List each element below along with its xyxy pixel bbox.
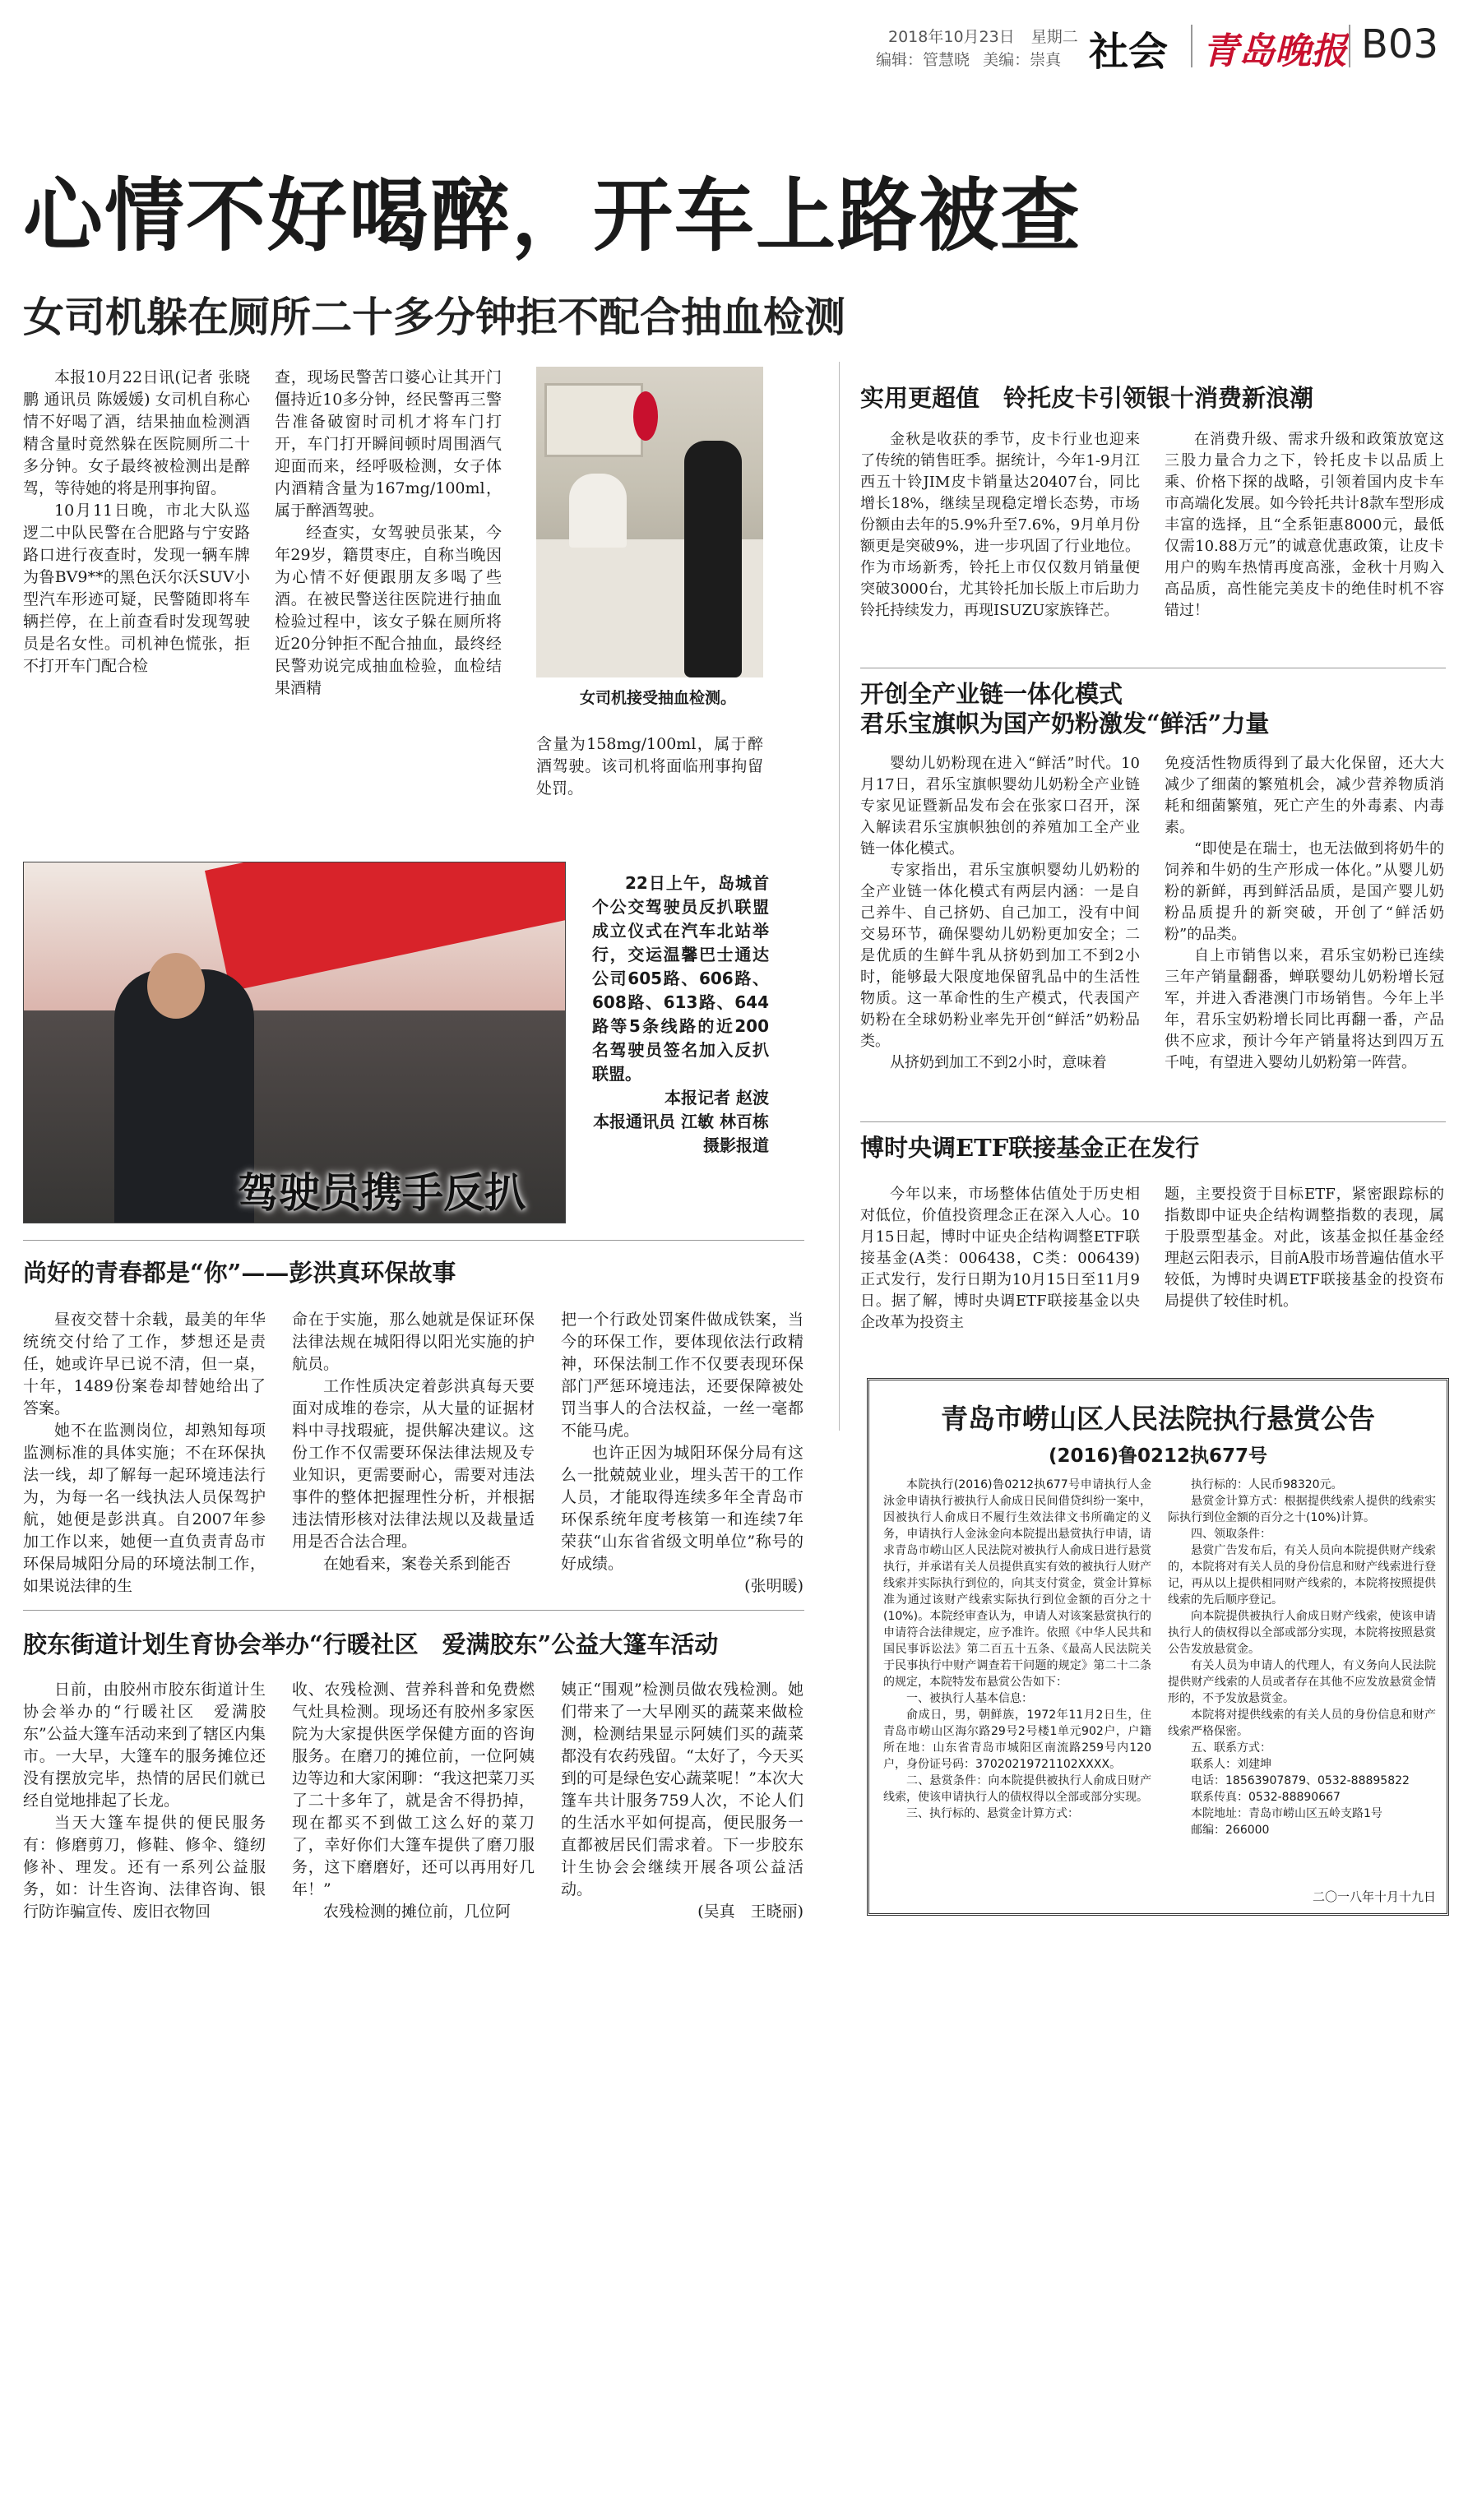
masthead-divider — [1191, 25, 1192, 67]
notice-paragraph: 邮编：266000 — [1191, 1824, 1270, 1837]
banner-photo — [23, 862, 566, 1223]
banner-photo-overlay-text: 驾驶员携手反扒 — [238, 1169, 526, 1217]
clinic-photo-caption: 女司机接受抽血检测。 — [580, 689, 737, 707]
designer-text: 美编：崇真 — [983, 51, 1062, 69]
notice-paragraph: 联系人：刘建坤 — [1191, 1758, 1271, 1771]
notice-paragraph: 悬赏金计算方式：根据提供线索人提供的线索实际执行到位金额的百分之十(10%)计算。 — [1168, 1495, 1436, 1524]
youth-paragraph: 也许正因为城阳环保分局有这么一批兢兢业业，埋头苦干的工作人员，才能取得连续多年全青岛市环保系统年度考核第一和连续7年荣获“山东省省级文明单位”称号的好成绩。 — [561, 1444, 803, 1573]
section-divider — [860, 1121, 1446, 1122]
newspaper-logo: 青岛晚报 — [1202, 30, 1347, 72]
youth-paragraph: 在她看来，案卷关系到能否 — [323, 1555, 512, 1573]
milk-paragraph: 专家指出，君乐宝旗帜婴幼儿奶粉的全产业链一体化模式有两层内涵：一是自己养牛、自己挤奶、自己加工，没有中间交易环节，确保婴幼儿奶粉更加安全；二是优质的生鲜牛乳从挤奶到加工不到2小时，能够最大限度地保留乳品中的生活性物质。这一革命性的生产模式，代表国产奶粉在全球奶粉业率先开创“鲜活”奶粉品类。 — [860, 862, 1140, 1050]
milk-column-1 — [860, 753, 1140, 1112]
weekday-text: 星期二 — [1030, 28, 1078, 46]
youth-paragraph: 把一个行政处罚案件做成铁案，当今的环保工作，要体现依法行政精神，环保法制工作不仅要表现环保部门严惩环境违法，还要保障被处罚当事人的合法权益，一丝一毫都不能马虎。 — [561, 1311, 803, 1440]
jiaodong-paragraph: 收、农残检测、营养科普和免费燃气灶具检测。现场还有胶州多家医院为大家提供医学保健方面的咨询服务。在磨刀的摊位前，一位阿姨边等边和大家闲聊：“我这把菜刀买了二十多年了，就是舍不得扔掉，现在都买不到做工这么好的菜刀了，幸好你们大篷车提供了磨刀服务，这下磨磨好，还可以再用好几年！” — [292, 1681, 535, 1898]
milk-paragraph: “即使是在瑞士，也无法做到将奶牛的饲养和牛奶的生产形成一体化。”从婴儿奶粉的新鲜，再到鲜活品质，是国产婴儿奶粉品质提升的新突破，开创了“鲜活奶粉”的品类。 — [1165, 840, 1444, 943]
section-divider — [23, 1610, 804, 1611]
lead-paragraph: 含量为158mg/100ml，属于醉酒驾驶。该司机将面临刑事拘留处罚。 — [536, 735, 763, 798]
youth-paragraph: 她不在监测岗位，却熟知每项监测标准的具体实施；不在环保执法一线，却了解每一起环境违法行为，为每一名一线执法人员保驾护航，她便是彭洪真。自2007年参加工作以来，她便一直负责青岛市环保局城阳分局的环境法制工作，如果说法律的生 — [23, 1422, 266, 1595]
youth-column-2 — [292, 1309, 535, 1597]
youth-column-3 — [561, 1309, 803, 1597]
lead-paragraph: 查，现场民警苦口婆心让其开门僵持近10多分钟，经民警再三警告准备破窗时司机才将车门打开，车门打开瞬间顿时周围酒气迎面而来，经呼吸检测，女子体内酒精含量为167mg/100ml，属于醉酒驾驶。 — [275, 368, 502, 520]
court-notice-column-1 — [883, 1477, 1151, 1896]
etf-paragraph: 今年以来，市场整体估值处于历史相对低位，价值投资理念正在深入人心。10月15日起，博时中证央企结构调整ETF联接基金(A类：006438，C类：006439)正式发行，发行日期为10月15日至11月9日。据了解，博时央调ETF联接基金以央企改革为投资主 — [860, 1186, 1140, 1331]
jiaodong-column-1 — [23, 1679, 266, 1967]
jiaodong-column-2 — [292, 1679, 535, 1967]
date-text: 2018年10月23日 — [888, 28, 1015, 46]
section-name: 社会 — [1089, 29, 1169, 75]
clinic-photo — [536, 367, 763, 677]
editor-line — [876, 48, 1061, 70]
youth-column-1 — [23, 1309, 266, 1597]
notice-paragraph: 联系传真：0532-88890667 — [1191, 1791, 1341, 1804]
youth-paragraph: 工作性质决定着彭洪真每天要面对成堆的卷宗，从大量的证据材料中寻找瑕疵，提供解决建议。这份工作不仅需要环保法律法规及专业知识，更需要耐心，需要对违法事件的整体把握理性分析，并根据违法情形核对法律法规以及裁量适用是否合法合理。 — [292, 1377, 535, 1551]
etf-column-1 — [860, 1184, 1140, 1381]
youth-paragraph: 命在于实施，那么她就是保证环保法律法规在城阳得以阳光实施的护航员。 — [292, 1311, 535, 1373]
youth-paragraph: 昼夜交替十余载，最美的年华统统交付给了工作，梦想还是责任，她或许早已说不清，但一桌，十年，1489份案卷却替她给出了答案。 — [23, 1311, 266, 1417]
notice-paragraph: 悬赏广告发布后，有关人员向本院提供财产线索的，本院将对有关人员的身份信息和财产线索进行登记，再从以上提供相同财产线索的，本院将按照提供线索的先后顺序登记。 — [1168, 1544, 1436, 1607]
lead-column-1 — [23, 367, 250, 802]
court-notice-number: (2016)鲁0212执677号 — [1048, 1445, 1268, 1467]
masthead — [0, 0, 1468, 74]
editor-text: 编辑：管慧晓 — [876, 51, 970, 69]
milk-paragraph: 免疫活性物质得到了最大化保留，还大大减少了细菌的繁殖机会，减少营养物质消耗和细菌繁殖，死亡产生的外毒素、内毒素。 — [1165, 755, 1444, 836]
jiaodong-headline: 胶东街道计划生育协会举办“行暖社区 爱满胶东”公益大篷车活动 — [23, 1630, 719, 1658]
jiaodong-paragraph: 当天大篷车提供的便民服务有：修磨剪刀，修鞋、修伞、缝纫修补、理发。还有一系列公益服务，如：计生咨询、法律咨询、银行防诈骗宣传、废旧衣物回 — [23, 1814, 266, 1921]
youth-byline: (张明暖) — [744, 1577, 803, 1595]
court-notice-title: 青岛市崂山区人民法院执行悬赏公告 — [941, 1403, 1375, 1435]
milk-paragraph: 自上市销售以来，君乐宝奶粉已连续三年产销量翻番，蝉联婴幼儿奶粉增长冠军，并进入香港澳门市场销售。今年上半年，君乐宝奶粉增长同比再翻一番，产品供不应求，预计今年产销量将达到四万五千吨，有望进入婴幼儿奶粉第一阵营。 — [1165, 947, 1444, 1071]
page-number: B03 — [1361, 21, 1439, 67]
section-divider — [23, 1240, 804, 1241]
officer-head — [147, 953, 205, 1019]
court-notice-column-2 — [1168, 1477, 1436, 1880]
lead-paragraph: 经查实，女驾驶员张某，今年29岁，籍贯枣庄，自称当晚因为心情不好便跟朋友多喝了些酒。在被民警送往医院进行抽血检验过程中，该女子躲在厕所将近20分钟拒不配合抽血，最终经民警劝说完成抽血检验，血检结果酒精 — [275, 524, 502, 697]
notice-paragraph: 五、联系方式： — [1191, 1741, 1271, 1755]
etf-headline: 博时央调ETF联接基金正在发行 — [860, 1134, 1200, 1162]
jiaodong-byline: (吴真 王晓丽) — [697, 1903, 803, 1921]
leather-headline: 实用更超值 铃托皮卡引领银十消费新浪潮 — [860, 384, 1314, 412]
banner-photo-caption — [592, 872, 769, 1158]
leather-paragraph: 在消费升级、需求升级和政策放宽这三股力量合力之下，铃托皮卡以品质上乘、价格下探的战略，引领着国内皮卡车市高端化发展。如今铃托共计8款车型形成丰富的选择，且“全系钜惠8000元，最低仅需10.88万元”的诚意优惠政策，让皮卡用户的购车热情再度高涨，金秋十月购入高品质，高性能完美皮卡的绝佳时机不容错过！ — [1165, 431, 1444, 619]
column-divider — [839, 362, 840, 1431]
jiaodong-paragraph: 日前，由胶州市胶东街道计生协会举办的“行暖社区 爱满胶东”公益大篷车活动来到了辖区内集市。一大早，大篷车的服务摊位还没有摆放完毕，热情的居民们就已经自觉地排起了长龙。 — [23, 1681, 266, 1810]
lead-headline: 心情不好喝醉，开车上路被查 — [23, 169, 1081, 262]
leather-column-2 — [1165, 429, 1444, 659]
notice-paragraph: 一、被执行人基本信息： — [906, 1692, 1033, 1705]
jiaodong-column-3 — [561, 1679, 803, 1967]
leather-paragraph: 金秋是收获的季节，皮卡行业也迎来了传统的销售旺季。据统计，今年1-9月江西五十铃JIM皮卡销量达20407台，同比增长18%，继续呈现稳定增长态势，市场份额由去年的5.9%升至7.6%，9月单月份额更是突破9%，进一步巩固了行业地位。作为市场新秀，铃托上市仅仅数月销量便突破3000台，尤其铃托加长版上市后助力铃托持续发力，再现ISUZU家族锋芒。 — [860, 431, 1140, 619]
notice-paragraph: 本院执行(2016)鲁0212执677号申请执行人金泳金申请执行被执行人俞成日民间借贷纠纷一案中，因被执行人俞成日不履行生效法律文书所确定的义务，申请执行人金泳金向本院提出悬赏执行申请，请求青岛市崂山区人民法院对被执行人俞成日进行悬赏执行，并承诺有关人员提供真实有效的被执行人财产线索并实际执行到位的，向其支付赏金，赏金计算标准为通过该财产线索实际执行到位金额的百分之十(10%)。本院经审查认为，申请人对该案悬赏执行的申请符合法律规定，应予准许。依照《中华人民共和国民事诉讼法》第二百五十五条、《最高人民法院关于民事执行中财产调查若干问题的规定》第二十二条的规定，本院特发布悬赏公告如下： — [883, 1478, 1151, 1689]
masthead-divider-2 — [1349, 25, 1350, 67]
milk-headline-1: 开创全产业链一体化模式 — [860, 680, 1123, 708]
youth-headline: 尚好的青春都是“你”——彭洪真环保故事 — [23, 1259, 456, 1287]
issue-date — [888, 25, 1078, 47]
etf-paragraph: 题，主要投资于目标ETF，紧密跟踪标的指数即中证央企结构调整指数的表现，属于股票型基金。对此，该基金拟任基金经理赵云阳表示，目前A股市场普遍估值水平较低，为博时央调ETF联接基金的投资布局提供了较佳时机。 — [1165, 1186, 1444, 1310]
notice-paragraph: 四、领取条件： — [1191, 1528, 1271, 1541]
notice-paragraph: 执行标的：人民币98320元。 — [1191, 1478, 1343, 1491]
jiaodong-paragraph: 姨正“围观”检测员做农残检测。她们带来了一大早刚买的蔬菜来做检测，检测结果显示阿姨们买的蔬菜都没有农药残留。“太好了，今天买到的可是绿色安心蔬菜呢！”本次大篷车共计服务759人次，不论人们的生活水平如何提高，便民服务一直都被居民们需求着。下一步胶东计生协会会继续开展各项公益活动。 — [561, 1681, 803, 1898]
notice-paragraph: 向本院提供被执行人俞成日财产线索，使该申请执行人的债权得以全部或部分实现，本院将按照悬赏公告发放悬赏金。 — [1168, 1610, 1436, 1656]
lead-paragraph: 10月11日晚，市北大队巡逻二中队民警在合肥路与宁安路路口进行夜查时，发现一辆车牌为鲁BV9**的黑色沃尔沃SUV小型汽车形迹可疑，民警随即将车辆拦停，在上前查看时发现驾驶员是名女性。司机神色慌张，拒不打开车门配合检 — [23, 502, 250, 675]
lead-subhead: 女司机躲在厕所二十多分钟拒不配合抽血检测 — [23, 294, 845, 341]
etf-column-2 — [1165, 1184, 1444, 1381]
milk-paragraph: 婴幼儿奶粉现在进入“鲜活”时代。10月17日，君乐宝旗帜婴幼儿奶粉全产业链专家见证暨新品发布会在张家口召开，深入解读君乐宝旗帜独创的养殖加工全产业链一体化模式。 — [860, 755, 1140, 858]
caption-text: 22日上午，岛城首个公交驾驶员反扒联盟成立仪式在汽车北站举行，交运温馨巴士通达公司605路、606路、608路、613路、644路等5条线路的近200名驾驶员签名加入反扒联盟。 — [592, 873, 769, 1084]
notice-paragraph: 本院地址：青岛市崂山区五岭支路1号 — [1191, 1807, 1382, 1820]
milk-paragraph: 从挤奶到加工不到2小时，意味着 — [890, 1054, 1107, 1071]
red-knot-ornament — [633, 391, 658, 441]
milk-column-2 — [1165, 753, 1444, 1112]
lead-paragraph: 本报10月22日讯(记者 张晓鹏 通讯员 陈媛媛) 女司机自称心情不好喝了酒，结果抽血检测酒精含量时竟然躲在医院厕所二十多分钟。女子最终被检测出是醉驾，等待她的将是刑事拘留。 — [23, 368, 250, 497]
jiaodong-paragraph: 农残检测的摊位前，几位阿 — [323, 1903, 512, 1921]
notice-paragraph: 二、悬赏条件：向本院提供被执行人俞成日财产线索，使该申请执行人的债权得以全部或部分实现。 — [883, 1774, 1151, 1804]
notice-paragraph: 本院将对提供线索的有关人员的身份信息和财产线索严格保密。 — [1168, 1709, 1436, 1738]
notice-paragraph: 有关人员为申请人的代理人，有义务向人民法院提供财产线索的人员或者存在其他不应发放悬赏金情形的，不予发放悬赏金。 — [1168, 1659, 1436, 1705]
milk-headline-2: 君乐宝旗帜为国产奶粉激发“鲜活”力量 — [860, 710, 1270, 738]
caption-credit: 本报通讯员 江敏 林百栋 — [593, 1112, 769, 1131]
red-banner — [205, 862, 566, 992]
nurse-figure — [569, 474, 627, 548]
woman-figure — [684, 441, 742, 677]
caption-credit: 摄影报道 — [703, 1135, 769, 1155]
notice-paragraph: 电话：18563907879、0532-88895822 — [1191, 1774, 1410, 1787]
lead-column-3 — [536, 733, 763, 807]
notice-paragraph: 三、执行标的、悬赏金计算方式： — [906, 1807, 1079, 1820]
clinic-window — [544, 383, 643, 457]
notice-paragraph: 俞成日，男，朝鲜族，1972年11月2日生，住青岛市崂山区海尔路29号2号楼1单元902户，户籍所在地：山东省青岛市城阳区南流路259号内120户，身份证号码：37020219721102XXXX。 — [883, 1709, 1151, 1771]
caption-credit: 本报记者 赵波 — [665, 1088, 769, 1107]
lead-column-2 — [275, 367, 502, 802]
leather-column-1 — [860, 429, 1140, 659]
court-notice-date: 二〇一八年十月十九日 — [1312, 1889, 1436, 1904]
